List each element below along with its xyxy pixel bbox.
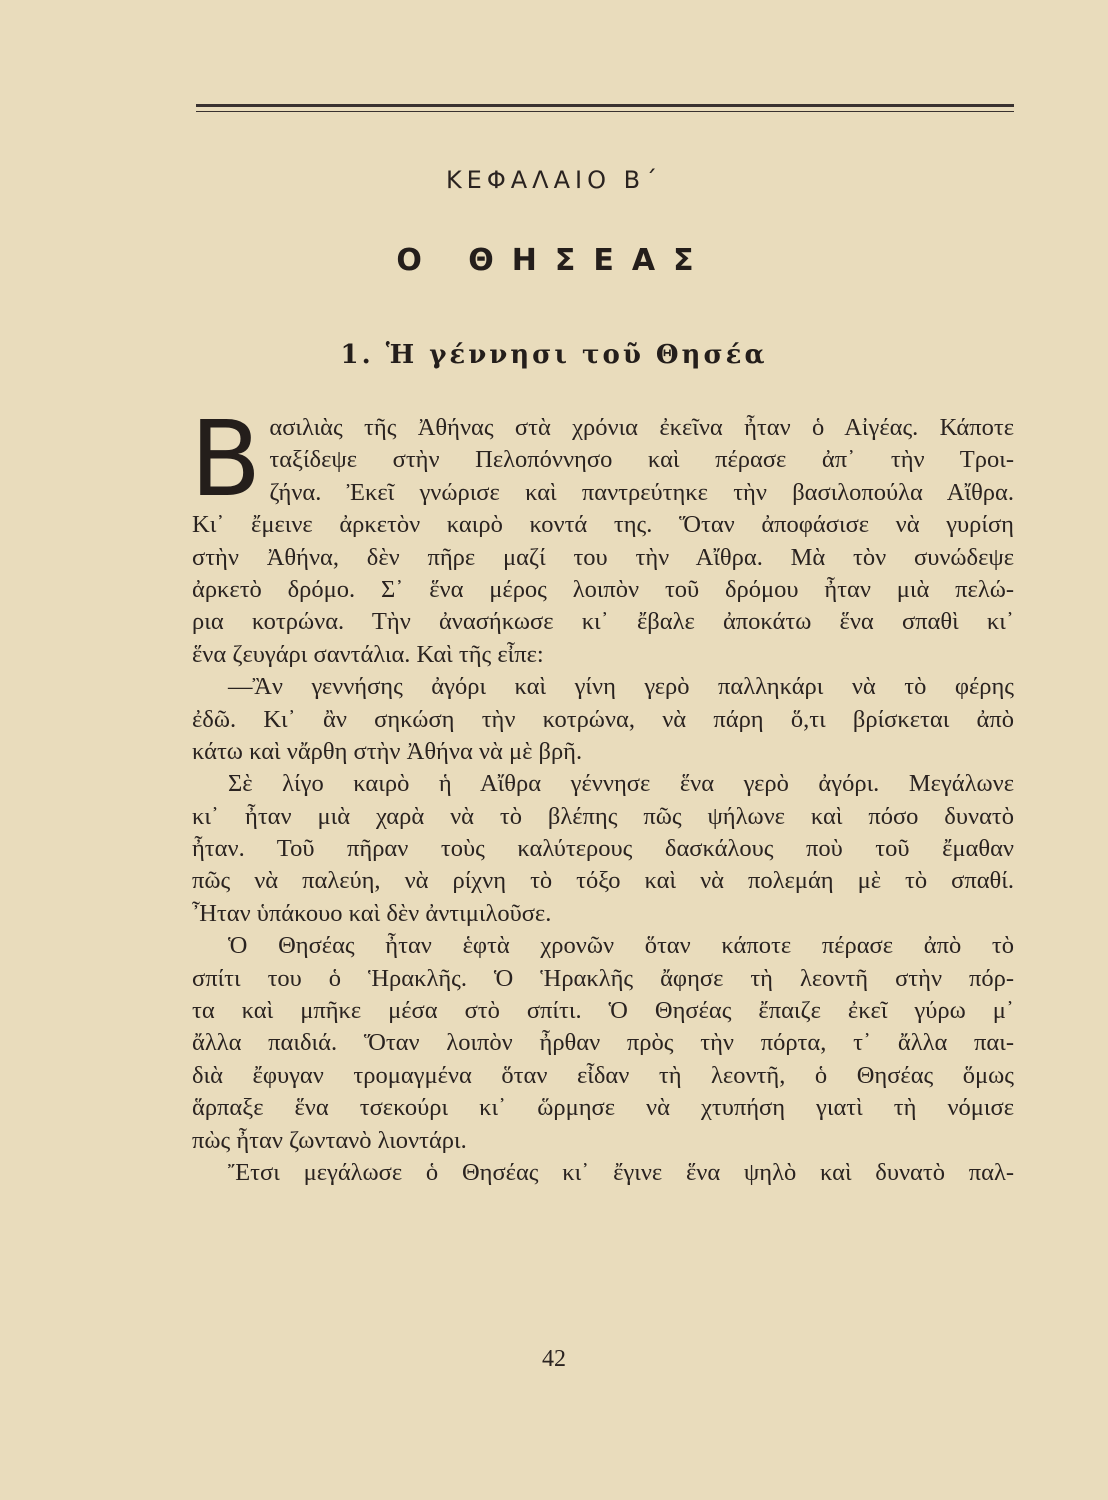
text-line: ἄλλα παιδιά. Ὅταν λοιπὸν ἦρθαν πρὸς τὴν πόρτα, τ᾿ ἄλλα παι- <box>192 1029 1014 1057</box>
text-line: κάτω καὶ νἄρθη στὴν Ἀθήνα νὰ μὲ βρῆ. <box>192 737 583 765</box>
chapter-title: Ο ΘΗΣΕΑΣ <box>396 243 712 278</box>
top-rule-thick <box>196 104 1014 107</box>
text-line: ἅρπαξε ἕνα τσεκούρι κι᾿ ὥρμησε νὰ χτυπήση γιατὶ τὴ νόμισε <box>192 1094 1014 1122</box>
section-heading: 1. Ἡ γέννησι τοῦ Θησέα <box>340 340 768 370</box>
text-line: στὴν Ἀθήνα, δὲν πῆρε μαζί του τὴν Αἴθρα. Μὰ τὸν συνώδεψε <box>192 543 1014 571</box>
page-number: 42 <box>542 1346 566 1372</box>
chapter-heading: ΚΕΦΑΛΑΙΟ Β΄ <box>445 166 663 194</box>
text-line: ρια κοτρώνα. Τὴν ἀνασήκωσε κι᾿ ἔβαλε ἀποκάτω ἕνα σπαθὶ κι᾿ <box>192 608 1014 636</box>
body-text <box>190 398 1014 1189</box>
text-line: πῶς νὰ παλεύη, νὰ ρίχνη τὸ τόξο καὶ νὰ πολεμάη μὲ τὸ σπαθί. <box>192 867 1014 895</box>
text-lines <box>190 398 1014 1189</box>
text-line: Κι᾿ ἔμεινε ἀρκετὸν καιρὸ κοντά της. Ὅταν ἀποφάσισε νὰ γυρίση <box>192 511 1014 539</box>
text-line: ζήνα. Ἐκεῖ γνώρισε καὶ παντρεύτηκε τὴν βασιλοπούλα Αἴθρα. <box>269 478 1014 506</box>
text-line: Σὲ λίγο καιρὸ ἡ Αἴθρα γέννησε ἕνα γερὸ ἀγόρι. Μεγάλωνε <box>228 770 1014 798</box>
text-line: —Ἂν γεννήσης ἀγόρι καὶ γίνη γερὸ παλληκάρι νὰ τὸ φέρης <box>228 673 1014 701</box>
text-line: Ἦταν ὑπάκουο καὶ δὲν ἀντιμιλοῦσε. <box>192 899 552 927</box>
text-line: ἕνα ζευγάρι σαντάλια. Καὶ τῆς εἶπε: <box>192 640 544 668</box>
text-line: ἐδῶ. Κι᾿ ἂν σηκώση τὴν κοτρώνα, νὰ πάρη ὅ,τι βρίσκεται ἀπὸ <box>192 705 1014 733</box>
text-line: πὼς ἦταν ζωντανὸ λιοντάρι. <box>192 1126 467 1154</box>
top-rule-thin <box>196 111 1014 112</box>
text-line: σπίτι του ὁ Ἡρακλῆς. Ὁ Ἡρακλῆς ἄφησε τὴ λεοντῆ στὴν πόρ- <box>192 964 1014 992</box>
drop-cap: Β <box>190 398 262 520</box>
text-line: Ὁ Θησέας ἦταν ἑφτὰ χρονῶν ὅταν κάποτε πέρασε ἀπὸ τὸ <box>228 932 1014 960</box>
text-line: τα καὶ μπῆκε μέσα στὸ σπίτι. Ὁ Θησέας ἔπαιζε ἐκεῖ γύρω μ᾿ <box>192 997 1014 1025</box>
text-line: ασιλιὰς τῆς Ἀθήνας στὰ χρόνια ἐκεῖνα ἦταν ὁ Αἰγέας. Κάποτε <box>269 414 1014 441</box>
text-line: Ἔτσι μεγάλωσε ὁ Θησέας κι᾿ ἔγινε ἕνα ψηλὸ καὶ δυνατὸ παλ- <box>228 1158 1014 1186</box>
text-line: ἀρκετὸ δρόμο. Σ᾿ ἕνα μέρος λοιπὸν τοῦ δρόμου ἦταν μιὰ πελώ- <box>192 575 1014 603</box>
text-line: ἦταν. Τοῦ πῆραν τοὺς καλύτερους δασκάλους ποὺ τοῦ ἔμαθαν <box>192 835 1014 863</box>
text-line: κι᾿ ἦταν μιὰ χαρὰ νὰ τὸ βλέπης πῶς ψήλωνε καὶ πόσο δυνατὸ <box>192 802 1014 830</box>
text-line: ταξίδεψε στὴν Πελοπόννησο καὶ πέρασε ἀπ᾿ τὴν Τροι- <box>269 446 1014 474</box>
text-line: διὰ ἔφυγαν τρομαγμένα ὅταν εἶδαν τὴ λεοντῆ, ὁ Θησέας ὅμως <box>192 1061 1014 1089</box>
